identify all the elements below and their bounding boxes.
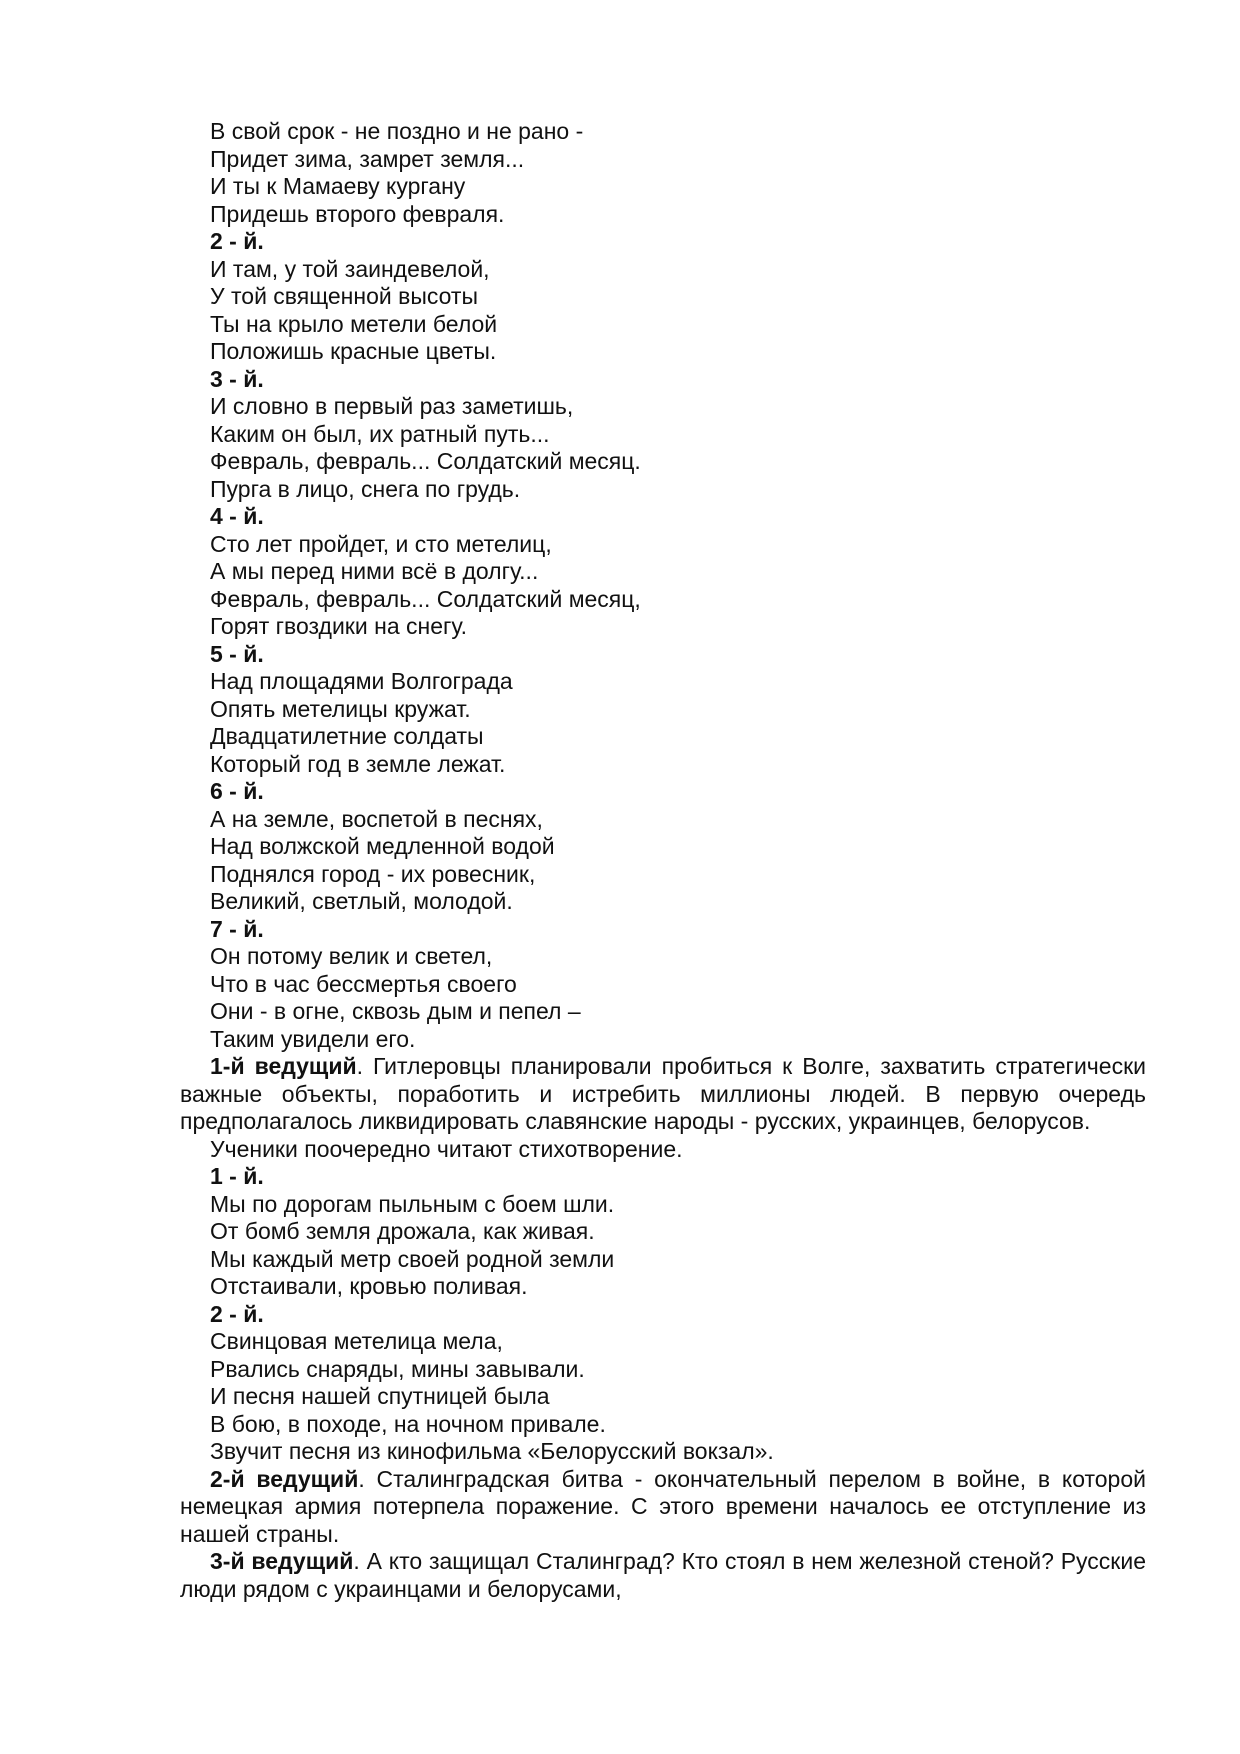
speaker-label: 3 - й. — [210, 365, 264, 392]
verse-line: У той священной высоты — [210, 283, 478, 309]
verse-line: Над площадями Волгограда — [210, 668, 513, 694]
verse-line: Свинцовая метелица мела, — [210, 1328, 503, 1354]
speaker-label: 7 - й. — [210, 915, 264, 942]
verse-line: Каким он был, их ратный путь... — [210, 420, 550, 447]
verse-line: Придешь второго февраля. — [210, 200, 505, 227]
stanza — [180, 916, 1146, 1054]
host-paragraph — [180, 1053, 1146, 1136]
verse-line: Что в час бессмертья своего — [210, 970, 517, 997]
speaker-label: 2 - й. — [210, 1300, 264, 1327]
verse-line: И там, у той заиндевелой, — [210, 255, 490, 282]
verse-line: И словно в первый раз заметишь, — [210, 393, 574, 419]
verse-line: А мы перед ними всё в долгу... — [210, 558, 539, 584]
stanza — [180, 1301, 1146, 1439]
verse-line: Двадцатилетние солдаты — [210, 723, 484, 749]
host-label: 2-й ведущий — [210, 1465, 359, 1492]
verse-line: От бомб земля дрожала, как живая. — [210, 1218, 595, 1244]
host-text: . Гитлеровцы планировали пробиться к Волге, захватить стратегически важные объекты, поработить и истребить миллионы людей. В первую очередь предполагалось ликвидировать славянские народы - русских, украинцев, белорусов. — [180, 1053, 1146, 1134]
speaker-label: 5 - й. — [210, 640, 264, 667]
verse-line: В бою, в походе, на ночном привале. — [210, 1410, 606, 1437]
host-label: 1-й ведущий — [210, 1053, 357, 1079]
stage-direction: Звучит песня из кинофильма «Белорусский вокзал». — [210, 1438, 774, 1464]
verse-line: Сто лет пройдет, и сто метелиц, — [210, 530, 552, 557]
verse-line: Придет зима, замрет земля... — [210, 145, 525, 172]
speaker-label: 4 - й. — [210, 503, 264, 529]
verse-line: Над волжской медленной водой — [210, 833, 555, 859]
verse-line: Рвались снаряды, мины завывали. — [210, 1355, 585, 1382]
verse-line: Положишь красные цветы. — [210, 338, 497, 364]
verse-line: Великий, светлый, молодой. — [210, 888, 513, 914]
stanza — [180, 228, 1146, 366]
verse-line: Февраль, февраль... Солдатский месяц. — [210, 448, 641, 474]
verse-line: Отстаивали, кровью поливая. — [210, 1273, 528, 1299]
verse-block — [180, 118, 1146, 228]
stanza — [180, 1163, 1146, 1301]
verse-line: А на земле, воспетой в песнях, — [210, 805, 543, 832]
stage-direction: Ученики поочередно читают стихотворение. — [210, 1135, 683, 1162]
verse-line: Горят гвоздики на снегу. — [210, 613, 467, 639]
verse-line: И песня нашей спутницей была — [210, 1383, 550, 1409]
stanza — [180, 778, 1146, 916]
verse-line: Пурга в лицо, снега по грудь. — [210, 475, 521, 502]
host-text: . Сталинградская битва - окончательный перелом в войне, в которой немецкая армия потерпела поражение. С этого времени началось ее отступление из нашей страны. — [180, 1465, 1146, 1547]
verse-line: Таким увидели его. — [210, 1025, 416, 1052]
verse-line: Мы по дорогам пыльным с боем шли. — [210, 1190, 615, 1217]
verse-line: Мы каждый метр своей родной земли — [210, 1245, 615, 1272]
host-paragraph — [180, 1466, 1146, 1549]
stanza — [180, 641, 1146, 779]
stanza — [180, 366, 1146, 504]
verse-line: Ты на крыло метели белой — [210, 310, 498, 337]
verse-line: Опять метелицы кружат. — [210, 695, 471, 722]
speaker-label: 6 - й. — [210, 778, 264, 804]
host-paragraph — [180, 1548, 1146, 1603]
stanza — [180, 503, 1146, 641]
host-label: 3-й ведущий — [210, 1548, 354, 1574]
verse-line: Они - в огне, сквозь дым и пепел – — [210, 998, 581, 1024]
verse-line: Поднялся город - их ровесник, — [210, 860, 536, 887]
verse-line: В свой срок - не поздно и не рано - — [210, 118, 584, 144]
speaker-label: 1 - й. — [210, 1163, 264, 1189]
verse-line: Который год в земле лежат. — [210, 750, 506, 777]
speaker-label: 2 - й. — [210, 228, 264, 254]
verse-line: И ты к Мамаеву кургану — [210, 173, 466, 199]
verse-line: Февраль, февраль... Солдатский месяц, — [210, 585, 641, 612]
verse-line: Он потому велик и светел, — [210, 943, 493, 969]
host-text: . А кто защищал Сталинград? Кто стоял в нем железной стеной? Русские люди рядом с украинцами и белорусами, — [180, 1548, 1146, 1602]
